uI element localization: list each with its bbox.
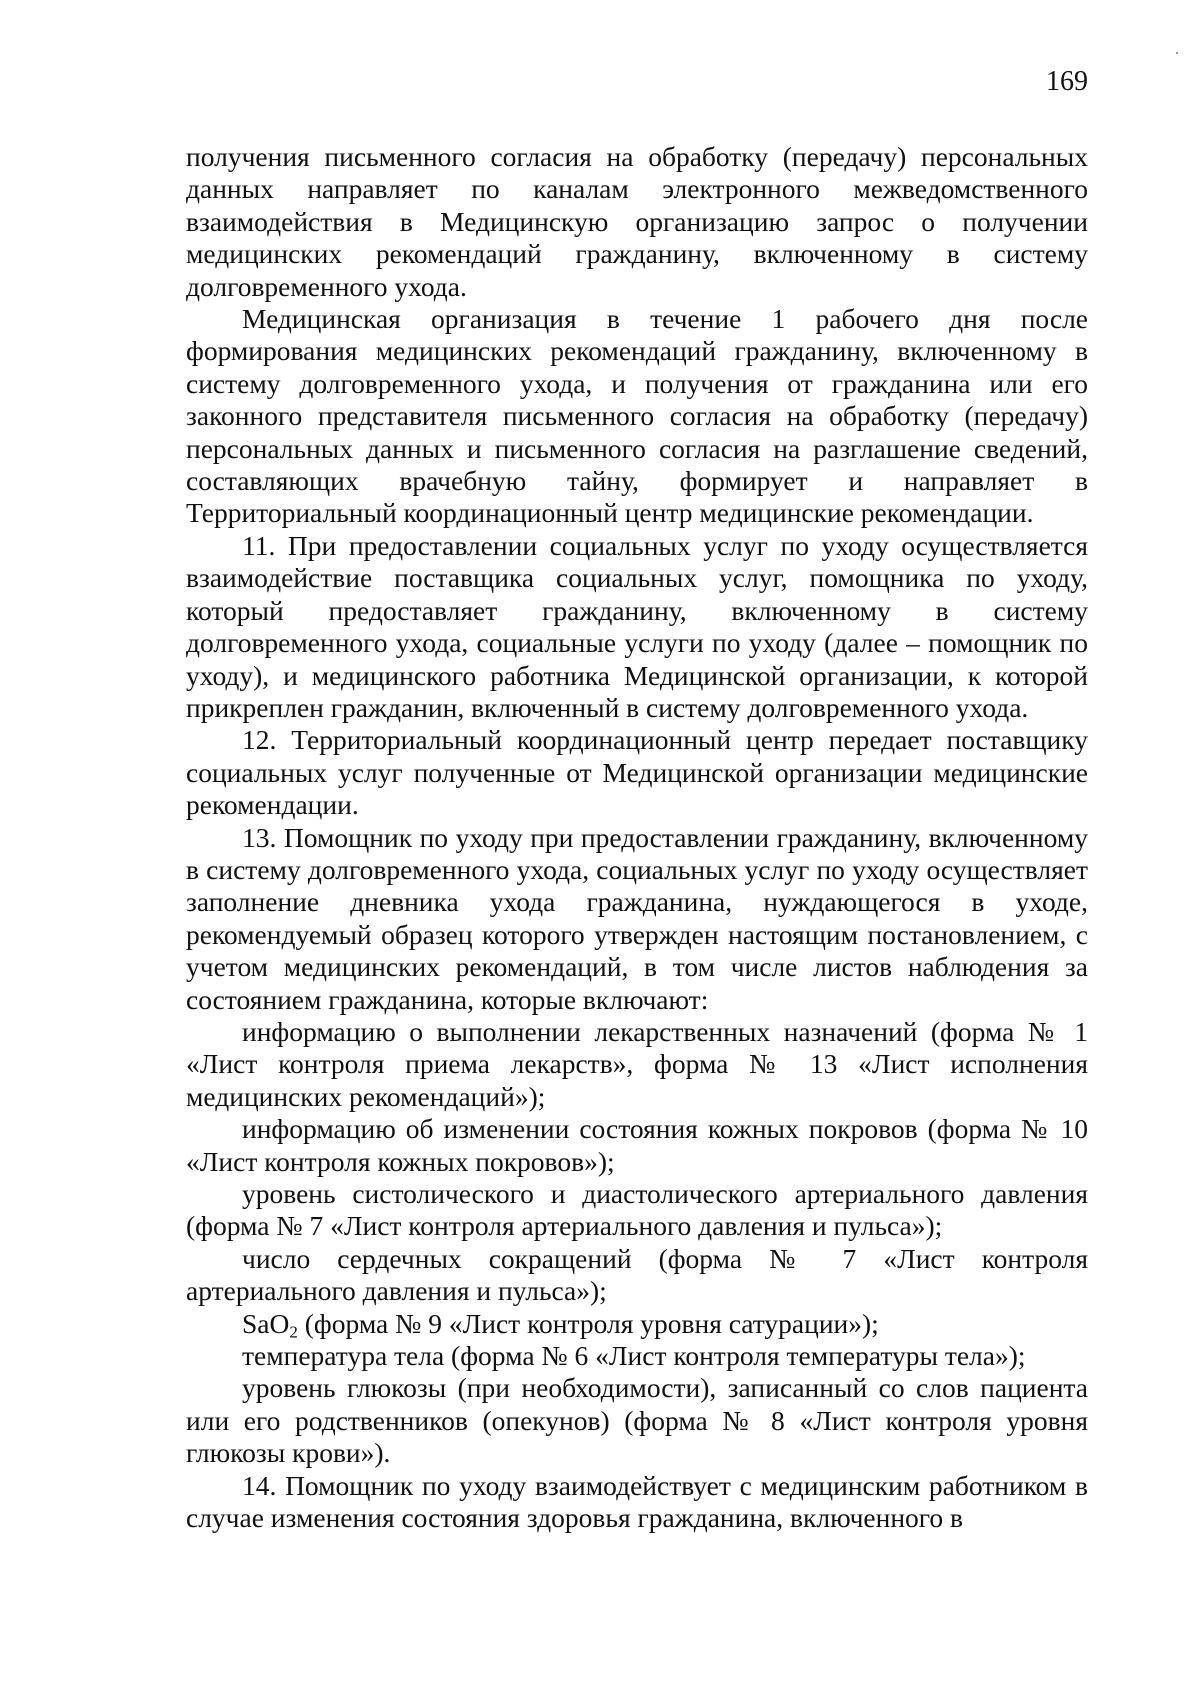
list-item-skin: информацию об изменении состояния кожных покровов (форма № 10 «Лист контроля кожных покровов»); bbox=[186, 1113, 1088, 1177]
paragraph-14: 14. Помощник по уходу взаимодействует с медицинским работником в случае изменения состояния здоровья гражданина, включенного в bbox=[186, 1469, 1088, 1534]
page-number: 169 bbox=[1046, 66, 1088, 97]
scan-speck bbox=[1176, 52, 1178, 54]
paragraph-continuation: получения письменного согласия на обработку (передачу) персональных данных направляет по каналам электронного межведомственного взаимодействия в Медицинскую организацию запрос о получении медицинских рекомендаций гражданину, включенному в систему долговременного ухода. bbox=[186, 141, 1088, 302]
list-item-medication: информацию о выполнении лекарственных назначений (форма № 1 «Лист контроля приема лекарств», форма № 13 «Лист исполнения медицинских рекомендаций»); bbox=[186, 1015, 1088, 1112]
paragraph-12: 12. Территориальный координационный центр передает поставщику социальных услуг полученные от Медицинской организации медицинские рекомендации. bbox=[186, 724, 1088, 821]
sao2-rest: (форма № 9 «Лист контроля уровня сатурации»); bbox=[297, 1307, 879, 1339]
paragraph-11: 11. При предоставлении социальных услуг по уходу осуществляется взаимодействие поставщика социальных услуг, помощника по уходу, который предоставляет гражданину, включенному в систему долговременного ухода, социальные услуги по уходу (далее – помощник по уходу), и медицинского работника Медицинской организации, к которой прикреплен гражданин, включенный в систему долговременного ухода. bbox=[186, 529, 1088, 723]
list-item-sao2 bbox=[186, 1308, 1088, 1340]
list-item-heart-rate: число сердечных сокращений (форма № 7 «Лист контроля артериального давления и пульса»); bbox=[186, 1242, 1088, 1307]
sao2-subscript: 2 bbox=[289, 1321, 298, 1341]
list-item-blood-pressure: уровень систолического и диастолического артериального давления (форма № 7 «Лист контроля артериального давления и пульса»); bbox=[186, 1178, 1088, 1242]
list-item-temperature: температура тела (форма № 6 «Лист контроля температуры тела»); bbox=[242, 1340, 1026, 1372]
list-item-glucose: уровень глюкозы (при необходимости), записанный со слов пациента или его родственников (опекунов) (форма № 8 «Лист контроля уровня глюкозы крови»). bbox=[186, 1372, 1088, 1469]
sao2-prefix: SaO bbox=[242, 1307, 290, 1339]
document-body bbox=[186, 141, 1088, 1534]
paragraph-13: 13. Помощник по уходу при предоставлении гражданину, включенному в систему долговременного ухода, социальных услуг по уходу осуществляет заполнение дневника ухода гражданина, нуждающегося в уходе, рекомендуемый образец которого утвержден настоящим постановлением, с учетом медицинских рекомендаций, в том числе листов наблюдения за состоянием гражданина, которые включают: bbox=[186, 821, 1088, 1015]
paragraph-medical-org: Медицинская организация в течение 1 рабочего дня после формирования медицинских рекомендаций гражданину, включенному в систему долговременного ухода, и получения от гражданина или его законного представителя письменного согласия на обработку (передачу) персональных данных и письменного согласия на разглашение сведений, составляющих врачебную тайну, формирует и направляет в Территориальный координационный центр медицинские рекомендации. bbox=[186, 303, 1088, 529]
